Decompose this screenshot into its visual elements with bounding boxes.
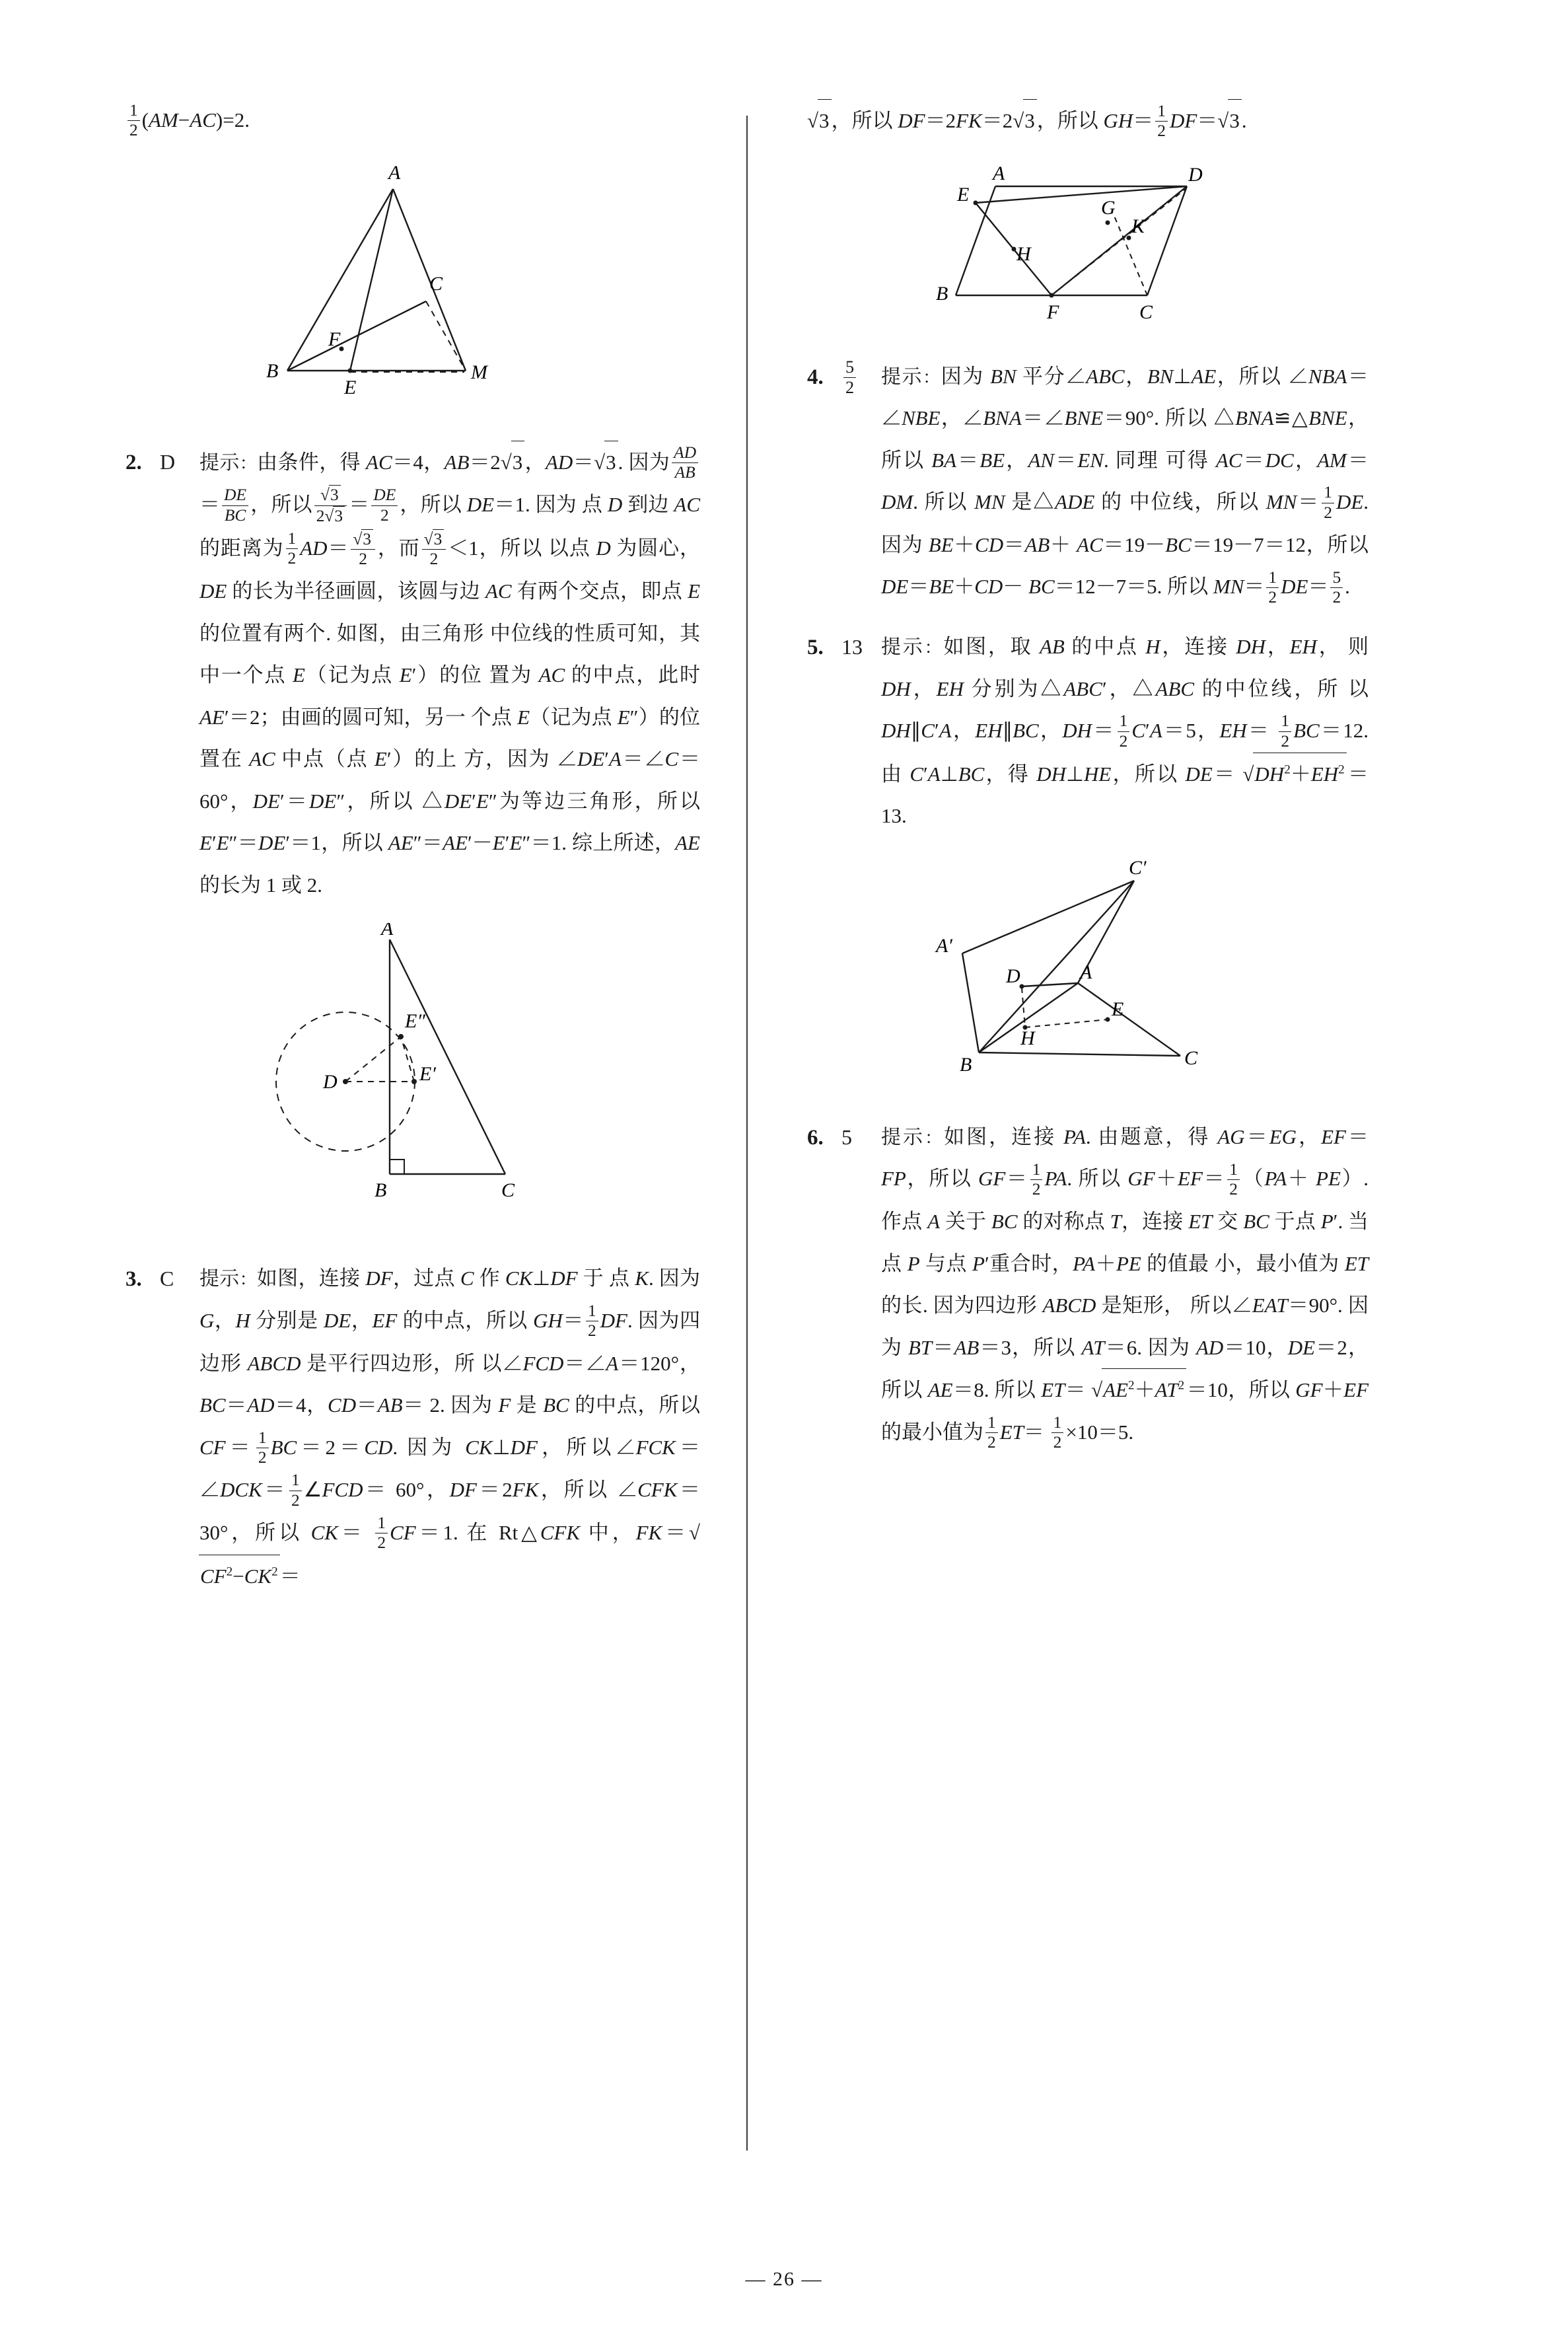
svg-text:A: A (1080, 961, 1092, 983)
answer-item-3 (125, 1257, 700, 1597)
svg-text:H: H (1020, 1027, 1035, 1049)
item-body: 提示：因为 BN 平分∠ABC，BN⊥AE，所以 ∠NBA＝∠NBE，∠BNA＝∠BNE＝90°. 所以 △BNA≌△BNE，所以 BA＝BE，AN＝EN. 同理 可得 AC＝DC，AM＝DM. 所以 MN 是△ADE 的 中位线，所以 MN＝ $\frac{1}{2}$ DE. 因为 BE＋CD＝AB＋ AC＝19－BC＝19－7＝12，所以 DE＝BE＋CD－ BC＝12－7＝5. 所以 MN＝ $\frac{1}{2}$ DE＝ $\frac{5}{2}$ . (881, 364, 1369, 607)
item-body: 提示：如图，连接 PA. 由题意，得 AG＝EG，EF＝ FP，所以 GF＝ $\frac{1}{2}$ PA. 所以 GF＋EF＝ $\frac{1}{2}$ （PA＋ PE）. 作点 A 关于 BC 的对称点 T，连接 ET 交 BC 于点 P′. 当点 P 与点 P′重合时，PA＋PE 的值最 小，最小值为 ET 的长. 因为四边形 ABCD 是矩形， 所以∠EAT＝90°. 因为 BT＝AB＝3，所以 AT＝6. 因为 AD＝10，DE＝2，所以 AE＝8. 所以 $ET= √AE^2+AT^2=10$，所以 GF＋EF 的最小值为 $\frac{1}{2}$ ET＝ $\frac{1}{2}$ ×10＝5. (881, 1125, 1369, 1452)
parallelogram-abcd-figure (916, 160, 1260, 338)
svg-text:B: B (936, 282, 948, 305)
hint-label: 提示 (199, 451, 240, 474)
svg-text:C: C (1139, 301, 1153, 323)
item-number: 4. (807, 365, 824, 389)
svg-text:K: K (1131, 215, 1145, 237)
svg-text:C′: C′ (1129, 856, 1147, 879)
rotated-triangle-figure (916, 854, 1260, 1099)
item-body: 提示：如图，取 AB 的中点 H，连接 DH，EH， 则 DH，EH 分别为△ABC′，△ABC 的中位线，所 以 DH∥C′A，EH∥BC，DH＝ $\frac{1}{2}$ C′A＝5，EH＝ $\frac{1}{2}$ BC＝12. 由 C′A⊥BC，得 DH⊥HE，所以 $DE= √DH^2+EH^2=13$. (881, 635, 1369, 828)
answer-item-2 (125, 441, 700, 906)
svg-text:D: D (1188, 163, 1203, 186)
answer-item-5 (807, 626, 1369, 837)
svg-text:A: A (388, 161, 401, 184)
circle-triangle-abc-figure (228, 923, 598, 1240)
hint-label: 提示 (881, 1126, 925, 1148)
item-number: 2. (125, 450, 142, 474)
svg-text:H: H (1016, 242, 1031, 265)
item-answer: 5 (841, 1125, 852, 1149)
svg-text:C: C (1184, 1047, 1198, 1069)
svg-text:G: G (1101, 196, 1116, 219)
figure-3-wrap (807, 160, 1369, 338)
hint-label: 提示 (199, 1268, 240, 1290)
answer-numerator: 5 (845, 357, 855, 377)
item-answer: C (160, 1267, 174, 1291)
right-column (748, 99, 1369, 2200)
item-body: 提示：由条件，得 AC＝4，AB＝2√3，AD＝√3. 因为 $\frac{AD}{AB}$ ＝ $\frac{DE}{BC}$ ，所以 $\frac{√3}{2√3}$ ＝ $\frac{DE}{2}$ ，所以 DE＝1. 因为 点 D 到边 AC 的距离为 $\frac{1}{2}$ AD＝ $\frac{√3}{2}$ ，而 $\frac{√3}{2}$ ＜1，所以 以点 D 为圆心，DE 的长为半径画圆，该圆与边 AC 有两个交点，即点 E 的位置有两个. 如图，由三角形 中位线的性质可知，其中一个点 E（记为点 E′）的位 置为 AC 的中点，此时 AE′＝2；由画的圆可知，另一 个点 E（记为点 E″）的位置在 AC 中点（点 E′）的上 方，因为 ∠DE′A＝∠C＝60°，DE′＝DE″，所以 △DE′E″为等边三角形，所以 E′E″＝DE′＝1，所以 AE″＝AE′－E′E″＝1. 综上所述，AE 的长为 1 或 2. (199, 441, 700, 906)
continued-formula: $\frac{1}{2}$ (AM−AC)=2. (125, 99, 700, 142)
svg-text:A: A (381, 923, 394, 940)
page-number: — 26 — (745, 2268, 823, 2290)
figure-1-wrap (125, 159, 700, 424)
hint-label: 提示 (881, 365, 923, 388)
figure-2-wrap (125, 923, 700, 1240)
answer-denominator: 2 (843, 377, 856, 398)
svg-text:E: E (1112, 998, 1124, 1020)
item-body: 提示：如图，连接 DF，过点 C 作 CK⊥DF 于 点 K. 因为 G，H 分别是 DE，EF 的中点，所以 GH＝ $\frac{1}{2}$ DF. 因为四边形 ABCD 是平行四边形，所 以∠FCD＝∠A＝120°，BC＝AD＝4，CD＝AB＝ 2. 因为 F 是 BC 的中点，所以 CF＝ $\frac{1}{2}$ BC＝2＝CD. 因为 CK⊥DF，所以∠FCK＝∠DCK＝ $\frac{1}{2}$ ∠FCD＝ 60°，DF＝2FK，所以 ∠CFK＝30°，所以 CK＝ $\frac{1}{2}$ CF＝1. 在 Rt△CFK 中，$FK=√CF^2-CK^2=$ (199, 1257, 700, 1597)
hint-label: 提示 (881, 636, 925, 659)
item-answer (837, 355, 881, 609)
svg-text:A: A (993, 162, 1005, 184)
triangle-abm-figure (228, 159, 598, 424)
svg-text:B: B (266, 359, 279, 382)
svg-text:F: F (1047, 301, 1059, 323)
continued-text-right: √3，所以 DF＝2FK＝2√3，所以 GH＝ $\frac{1}{2}$ DF＝√3. (807, 99, 1369, 143)
figure-4-wrap (807, 854, 1369, 1099)
svg-text:M: M (471, 361, 487, 383)
svg-text:E: E (344, 376, 357, 398)
answer-item-4 (807, 355, 1369, 609)
left-column (125, 99, 746, 2200)
item-answer: D (160, 449, 176, 474)
item-number: 5. (807, 636, 824, 660)
svg-text:B: B (960, 1053, 972, 1076)
answer-item-6 (807, 1116, 1369, 1454)
svg-text:E: E (957, 183, 970, 205)
svg-text:D: D (1006, 965, 1020, 987)
svg-text:C: C (429, 272, 443, 295)
svg-text:A′: A′ (936, 934, 952, 957)
svg-text:E″: E″ (405, 1010, 425, 1033)
item-number: 6. (807, 1125, 824, 1150)
svg-text:B: B (374, 1179, 387, 1202)
item-answer: 13 (841, 635, 863, 659)
item-number: 3. (125, 1267, 142, 1292)
svg-text:D: D (323, 1071, 338, 1093)
svg-text:C: C (501, 1179, 515, 1202)
svg-text:F: F (328, 328, 341, 350)
svg-text:E′: E′ (419, 1063, 436, 1086)
two-column-layout (125, 99, 1443, 2200)
